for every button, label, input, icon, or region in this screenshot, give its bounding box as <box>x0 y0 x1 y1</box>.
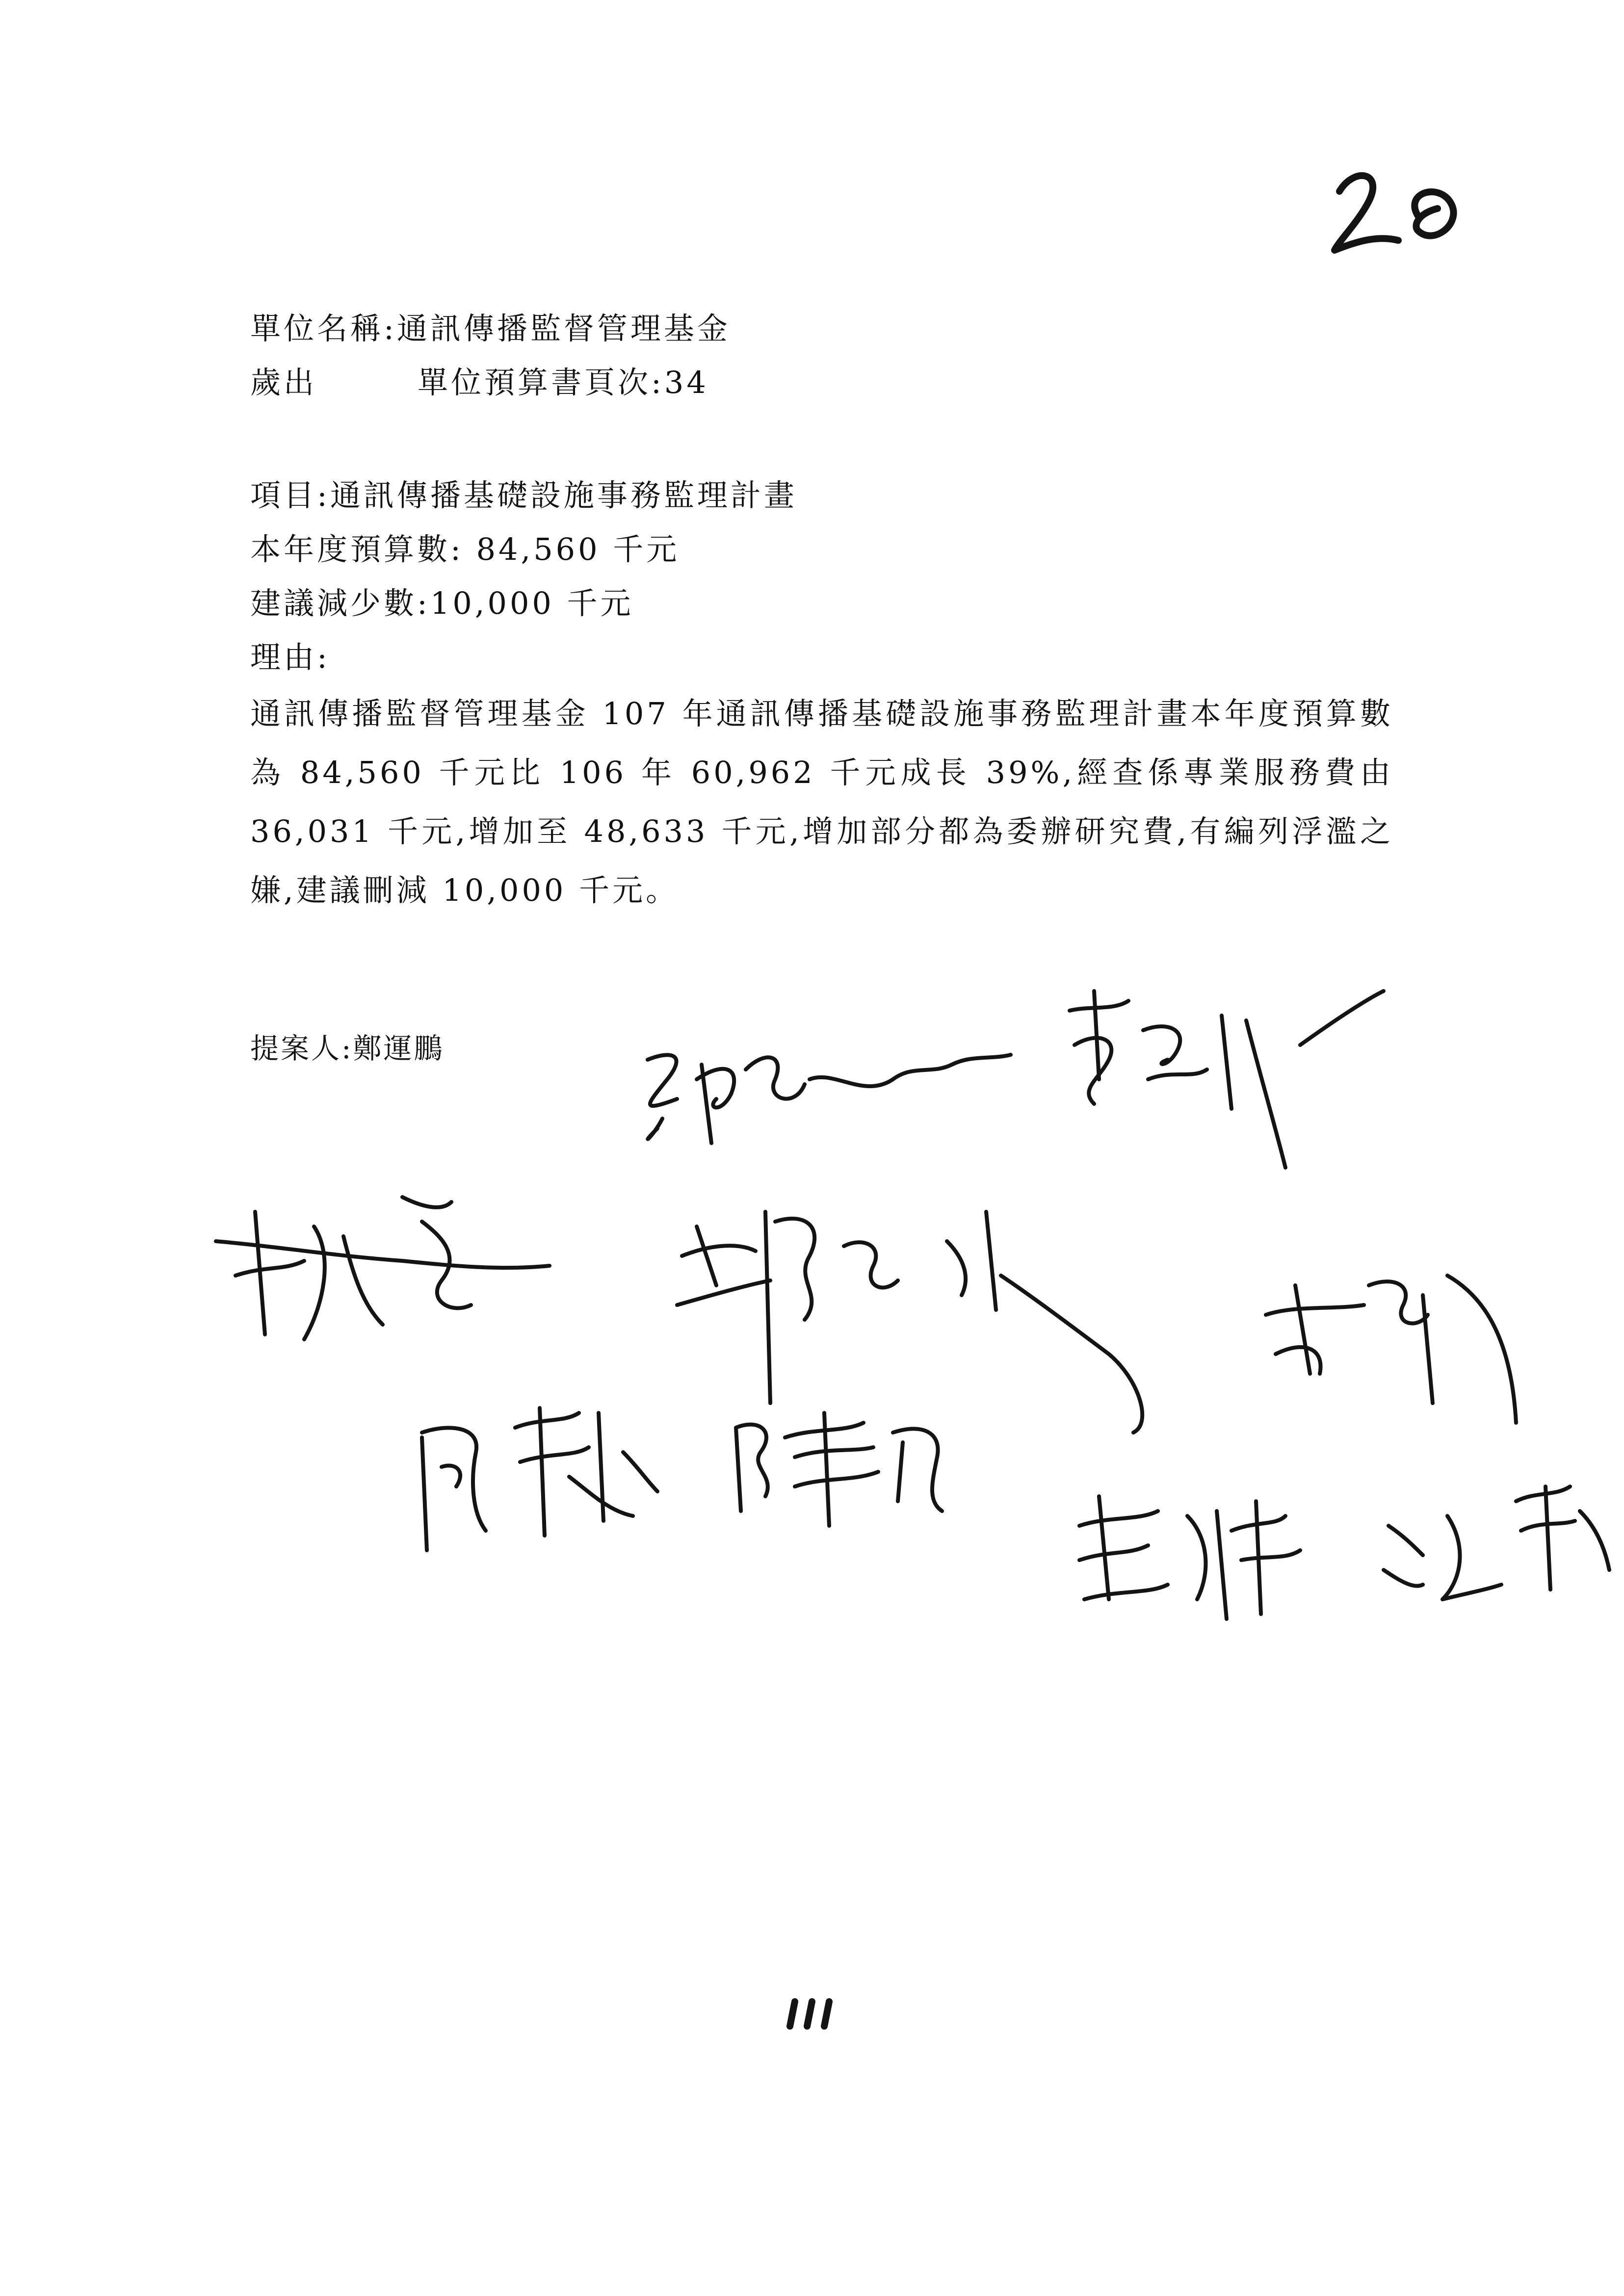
signature-4 <box>677 1212 1142 1433</box>
reason-label-row <box>250 630 1393 684</box>
signature-2 <box>1070 991 1384 1168</box>
signature-6 <box>422 1408 657 1550</box>
category-row <box>250 356 1393 410</box>
footer-page-number <box>780 1992 844 2036</box>
item-label: 項目: <box>250 477 330 513</box>
handwritten-page-number <box>1325 162 1462 260</box>
unit-label: 單位名稱: <box>250 311 397 346</box>
reason-label: 理由: <box>250 639 330 675</box>
proposer-line <box>250 1025 445 1067</box>
signature-8 <box>1079 1496 1300 1619</box>
category: 歲出 <box>250 365 317 400</box>
budget-row <box>250 522 1393 576</box>
unit-name: 通訊傳播監督管理基金 <box>396 311 731 346</box>
signature-9 <box>1384 1487 1609 1599</box>
budget-value: 84,560 千元 <box>463 531 680 567</box>
reduction-label: 建議減少數: <box>250 585 430 621</box>
budget-page: 34 <box>664 365 709 400</box>
reduction-row <box>250 576 1393 630</box>
signature-5 <box>1266 1276 1516 1423</box>
proposer-name: 鄭運鵬 <box>353 1032 445 1065</box>
item-name: 通訊傳播基礎設施事務監理計畫 <box>330 477 797 513</box>
signature-7 <box>736 1413 942 1526</box>
item-row <box>250 469 1393 522</box>
proposal-text-block <box>250 302 1393 920</box>
reduction-value: 10,000 千元 <box>430 585 634 621</box>
signature-1 <box>648 1055 1011 1143</box>
unit-row <box>250 302 1393 356</box>
signature-3 <box>216 1197 550 1339</box>
budget-label: 本年度預算數: <box>250 531 464 567</box>
proposer-label: 提案人: <box>250 1032 353 1065</box>
reason-body: 通訊傳播監督管理基金 107 年通訊傳播基礎設施事務監理計畫本年度預算數為 84,560 千元比 106 年 60,962 千元成長 39%,經查係專業服務費由 36,031 千元,增加至 48,633 千元,增加部分都為委辦研究費,有編列浮濫之嫌,建議刪減 10,000 千元。 <box>250 696 1393 908</box>
budget-page-label: 單位預算書頁次: <box>418 365 664 400</box>
